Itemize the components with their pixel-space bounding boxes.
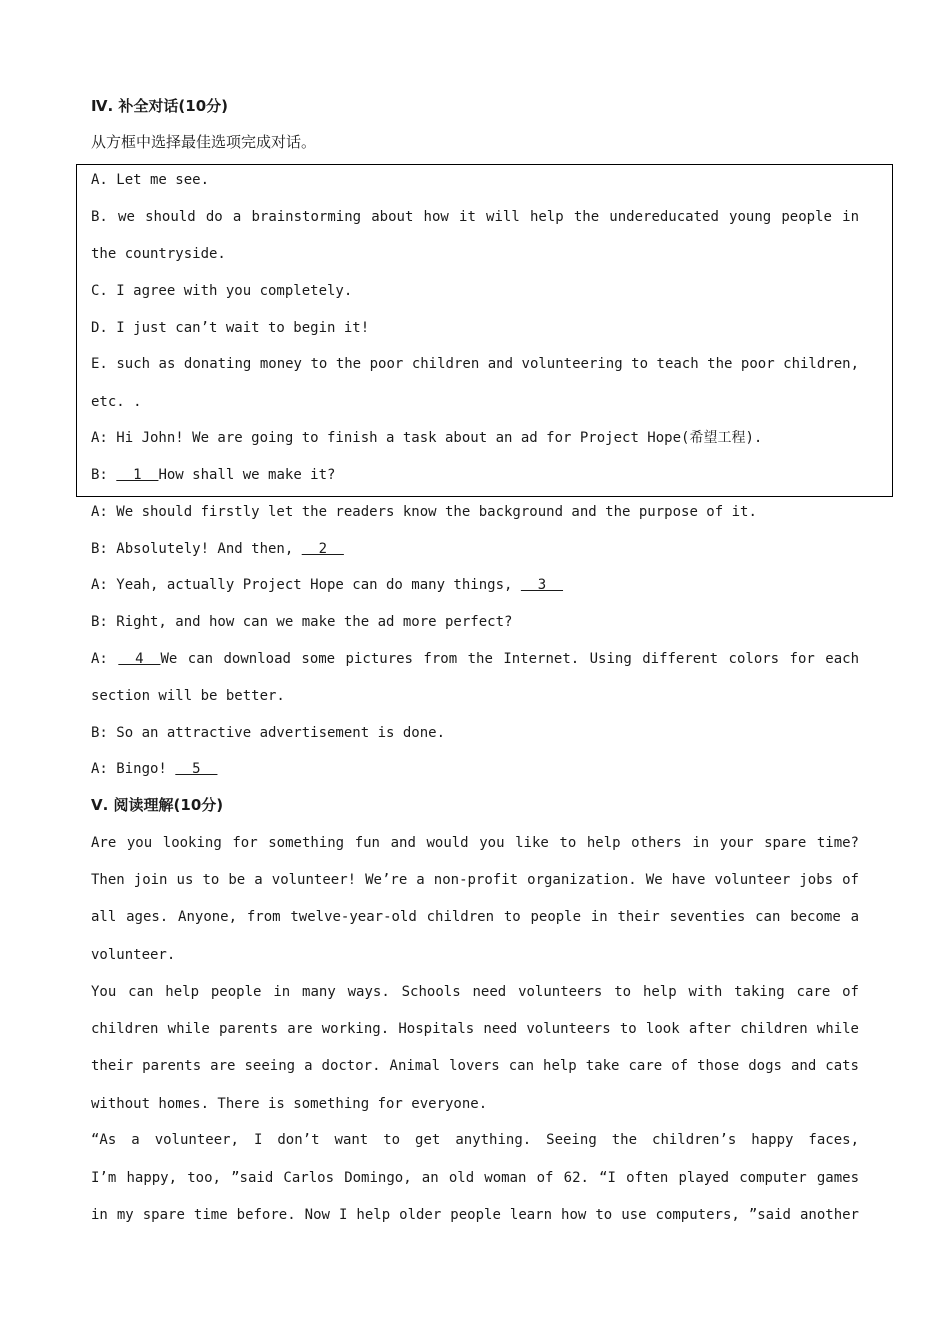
option-a: A. Let me see. <box>91 172 210 188</box>
blank-1[interactable]: 1 <box>116 467 159 483</box>
dialogue-line-3: A: We should firstly let the readers know the background and the purpose of it. <box>91 504 757 520</box>
passage-p2-line-3: their parents are seeing a doctor. Animal lovers can help take care of those dogs and cats <box>91 1058 859 1074</box>
dialogue-line-6: B: Right, and how can we make the ad more perfect? <box>91 614 513 630</box>
dialogue-line-4: B: Absolutely! And then, 2 <box>91 541 344 557</box>
option-b-line-2: the countryside. <box>91 246 226 262</box>
dialogue-line-7-continued: section will be better. <box>91 688 285 704</box>
blank-3[interactable]: 3 <box>520 577 564 593</box>
blank-5[interactable]: 5 <box>175 761 218 777</box>
passage-p3-line-2: I’m happy, too, ”said Carlos Domingo, an old woman of 62. “I often played computer games <box>91 1170 859 1186</box>
dialogue-line-1: A: Hi John! We are going to finish a task about an ad for Project Hope(希望工程). <box>91 430 763 446</box>
blank-4[interactable]: 4 <box>118 651 161 667</box>
option-b-line-1: B. we should do a brainstorming about how it will help the undereducated young people in <box>91 209 859 225</box>
passage-p1-line-2: Then join us to be a volunteer! We’re a non-profit organization. We have volunteer jobs of <box>91 872 859 888</box>
option-e-line-2: etc. . <box>91 394 142 410</box>
passage-p1-line-3: all ages. Anyone, from twelve-year-old children to people in their seventies can become a <box>91 909 859 925</box>
dialogue-line-7: A: 4 We can download some pictures from the Internet. Using different colors for each <box>91 651 859 667</box>
dialogue-line-9: A: Bingo! 5 <box>91 761 218 777</box>
passage-p1-line-1: Are you looking for something fun and would you like to help others in your spare time? <box>91 835 859 851</box>
dialogue-line-5: A: Yeah, actually Project Hope can do many things, 3 <box>91 577 564 593</box>
passage-p2-line-1: You can help people in many ways. Schools need volunteers to help with taking care of <box>91 984 859 1000</box>
option-d: D. I just can’t wait to begin it! <box>91 320 370 336</box>
passage-p2-line-2: children while parents are working. Hospitals need volunteers to look after children while <box>91 1021 859 1037</box>
option-e-line-1: E. such as donating money to the poor children and volunteering to teach the poor children, <box>91 356 859 372</box>
passage-p1-line-4: volunteer. <box>91 947 176 963</box>
passage-p2-line-4: without homes. There is something for everyone. <box>91 1096 488 1112</box>
dialogue-line-8: B: So an attractive advertisement is done. <box>91 725 446 741</box>
dialogue-line-2: B: 1 How shall we make it? <box>91 467 336 483</box>
section-4-heading: Ⅳ. 补全对话(10分) <box>91 97 228 115</box>
passage-p3-line-3: in my spare time before. Now I help older people learn how to use computers, ”said another <box>91 1207 859 1223</box>
section-4-instruction: 从方框中选择最佳选项完成对话。 <box>91 133 317 151</box>
blank-2[interactable]: 2 <box>301 541 344 557</box>
option-c: C. I agree with you completely. <box>91 283 353 299</box>
passage-p3-line-1: “As a volunteer, I don’t want to get anything. Seeing the children’s happy faces, <box>91 1132 859 1148</box>
section-5-heading: Ⅴ. 阅读理解(10分) <box>91 796 224 814</box>
